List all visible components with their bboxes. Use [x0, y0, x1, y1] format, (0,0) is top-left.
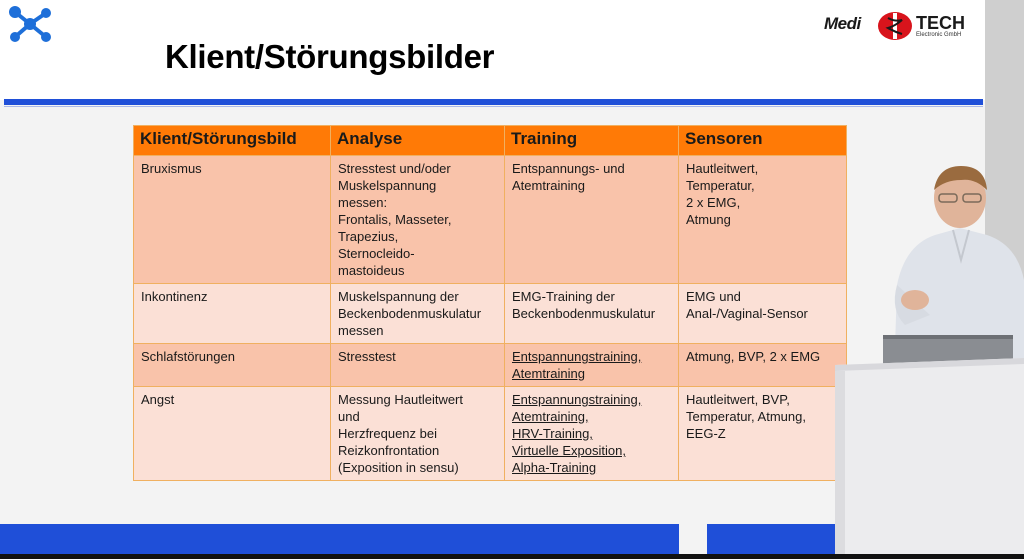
cell-client: Inkontinenz	[134, 284, 331, 344]
training-link[interactable]: Virtuelle Exposition,	[512, 443, 626, 458]
cell-training	[505, 156, 679, 284]
header-divider	[4, 99, 983, 105]
text-line: Atmung	[686, 212, 731, 227]
text-line: Temperatur, Atmung,	[686, 409, 806, 424]
table-header-row	[134, 126, 847, 156]
text-line: Anal-/Vaginal-Sensor	[686, 306, 808, 321]
text-line: messen	[338, 323, 384, 338]
text-line: Muskelspannung	[338, 178, 437, 193]
text-line: 2 x EMG,	[686, 195, 741, 210]
disorders-table	[133, 125, 847, 481]
footer-bar-left	[0, 524, 679, 554]
logo-medi-text: Medi	[824, 14, 861, 33]
text-line: Hautleitwert, BVP,	[686, 392, 790, 407]
text-line: (Exposition in sensu)	[338, 460, 459, 475]
logo-subtitle: Electronic GmbH	[916, 32, 962, 38]
cell-analyse	[331, 156, 505, 284]
cell-training	[505, 387, 679, 481]
text-line: Frontalis, Masseter,	[338, 212, 452, 227]
training-link[interactable]: Entspannungstraining,	[512, 349, 642, 364]
text-line: Trapezius,	[338, 229, 399, 244]
text-line: Temperatur,	[686, 178, 755, 193]
text-line: EEG-Z	[686, 426, 726, 441]
text-line: Reizkonfrontation	[338, 443, 440, 458]
slide-title: Klient/Störungsbilder	[165, 38, 495, 75]
training-link[interactable]: Atemtraining,	[512, 409, 589, 424]
text-line: und	[338, 409, 360, 424]
cell-training	[505, 284, 679, 344]
cell-sensoren	[679, 344, 847, 387]
text-line: Stresstest	[338, 349, 396, 364]
video-bottom-edge	[0, 554, 1024, 559]
text-line: Stresstest und/oder	[338, 161, 451, 176]
text-line: messen:	[338, 195, 388, 210]
text-line: mastoideus	[338, 263, 405, 278]
header-divider-shadow	[4, 106, 983, 107]
text-line: Herzfrequenz bei	[338, 426, 437, 441]
table-row	[134, 156, 847, 284]
text-line: Messung Hautleitwert	[338, 392, 463, 407]
cell-analyse	[331, 387, 505, 481]
text-line: Atmung, BVP, 2 x EMG	[686, 349, 821, 364]
text-line: Entspannungs- und	[512, 161, 625, 176]
table-row	[134, 284, 847, 344]
text-line: Atemtraining	[512, 178, 585, 193]
training-link[interactable]: HRV-Training,	[512, 426, 593, 441]
cell-sensoren	[679, 284, 847, 344]
footer-bar-right	[707, 524, 840, 554]
speaker-video-figure	[835, 150, 1024, 559]
column-header-training: Training	[505, 126, 679, 156]
cell-training	[505, 344, 679, 387]
column-header-sensoren: Sensoren	[679, 126, 847, 156]
text-line: EMG-Training der	[512, 289, 615, 304]
cell-sensoren	[679, 156, 847, 284]
caduceus-icon	[876, 10, 914, 42]
cell-client: Angst	[134, 387, 331, 481]
cell-analyse	[331, 344, 505, 387]
text-line: Hautleitwert,	[686, 161, 759, 176]
text-line: Beckenbodenmuskulatur	[338, 306, 482, 321]
cell-analyse	[331, 284, 505, 344]
text-line: Sternocleido-	[338, 246, 415, 261]
cell-client: Schlafstörungen	[134, 344, 331, 387]
table-row	[134, 387, 847, 481]
text-line: EMG und	[686, 289, 741, 304]
slide-header	[0, 0, 985, 100]
logo-tech-text: TECH	[916, 13, 965, 33]
training-link[interactable]: Alpha-Training	[512, 460, 597, 475]
column-header-client: Klient/Störungsbild	[134, 126, 331, 156]
cell-client: Bruxismus	[134, 156, 331, 284]
molecule-logo-icon	[6, 4, 54, 44]
training-link[interactable]: Atemtraining	[512, 366, 585, 381]
meditech-logo	[824, 8, 974, 44]
text-line: Muskelspannung der	[338, 289, 459, 304]
cell-sensoren	[679, 387, 847, 481]
training-link[interactable]: Entspannungstraining,	[512, 392, 642, 407]
text-line: Beckenbodenmuskulatur	[512, 306, 656, 321]
table-row	[134, 344, 847, 387]
column-header-analyse: Analyse	[331, 126, 505, 156]
